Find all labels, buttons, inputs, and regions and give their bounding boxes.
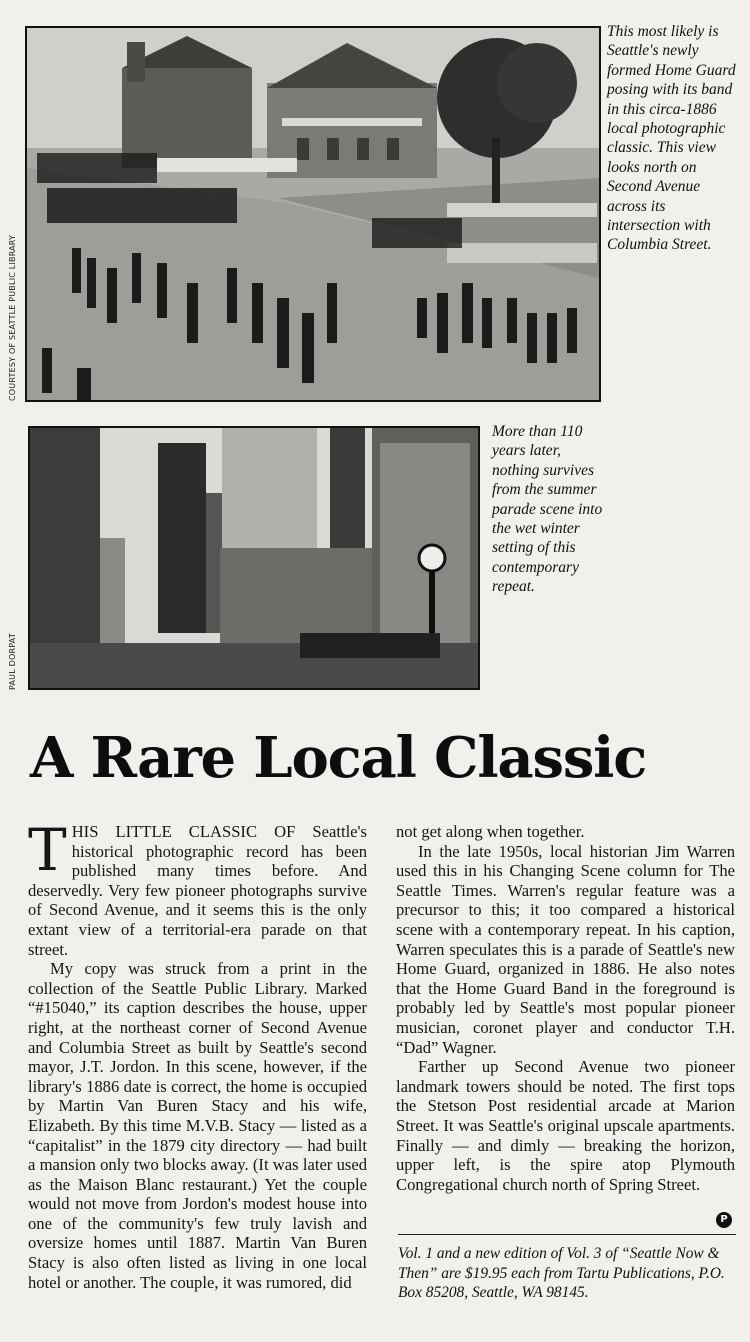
modern-photo-caption: More than 110 years later, nothing survives from the summer parade scene into the wet winter setting of this contemporary repeat. — [492, 423, 603, 596]
article-column-left — [28, 816, 367, 1292]
drop-cap: T — [28, 816, 67, 884]
historic-photo-image — [27, 28, 599, 400]
historic-photo-credit: COURTESY OF SEATTLE PUBLIC LIBRARY — [8, 234, 17, 401]
modern-photo-image — [30, 428, 478, 688]
article-paragraph: In the late 1950s, local historian Jim Warren used this in his Changing Scene column for The Seattle Times. Warren's regular feature was a precursor to this; it too compared a historical scene with a contemporary repeat. In his caption, Warren speculates this is a parade of Seattle's new Home Guard, organized in 1886. He also notes that the Home Guard Band in the foreground is probably led by Seattle's most popular pioneer musician, coronet player and conductor T.H. “Dad” Wagner. — [396, 841, 735, 1057]
article-paragraph-text: HIS LITTLE CLASSIC OF Seattle's historical photographic record has been published many times before. And deservedly. Very few pioneer photographs survive of Second Avenue, and it seems this is the only extant view of a territorial-era parade on that street. — [28, 822, 367, 959]
historic-photo-caption: This most likely is Seattle's newly formed Home Guard posing with its band in this circa-1886 local photographic classic. This view looks north on Second Avenue across its intersection with Columbia Street. — [607, 23, 736, 254]
article-paragraph: Farther up Second Avenue two pioneer landmark towers should be noted. The first tops the Stetson Post residential arcade at Marion Street. It was Seattle's original upscale apartments. Finally — and dimly — breaking the horizon, upper left, is the spire atop Plymouth Congregational church north of Spring Street. — [396, 1057, 735, 1194]
promo-divider — [398, 1234, 736, 1235]
modern-street-photo — [28, 426, 480, 690]
article-paragraph: not get along when together. — [396, 822, 585, 841]
article-paragraph: My copy was struck from a print in the collection of the Seattle Public Library. Marked “#15040,” its caption describes the house, upper right, at the northeast corner of Second Avenue and Columbia Street as built by Seattle's second mayor, J.T. Jordon. In this scene, however, if the library's 1886 date is correct, the home is occupied by Martin Van Buren Stacy and his wife, Elizabeth. By this time M.V.B. Stacy — listed as a “capitalist” in the 1879 city directory — had built a mansion only two blocks away. (It was later used as the Maison Blanc restaurant.) Yet the couple would not move from Jordon's modest house into one of the community's few truly lavish and oversize homes until 1887. Martin Van Buren Stacy is also often listed as living in one local hotel or another. The couple, it was rumored, did — [28, 959, 367, 1292]
article-column-right — [396, 822, 735, 1194]
end-mark-icon: P — [716, 1212, 732, 1228]
article-headline: A Rare Local Classic — [30, 725, 647, 791]
historic-parade-photo — [25, 26, 601, 402]
modern-photo-credit: PAUL DORPAT — [8, 633, 17, 690]
article-paragraph — [28, 816, 367, 959]
book-promo: Vol. 1 and a new edition of Vol. 3 of “Seattle Now & Then” are $19.95 each from Tartu Publications, P.O. Box 85208, Seattle, WA 98145. — [398, 1245, 725, 1302]
